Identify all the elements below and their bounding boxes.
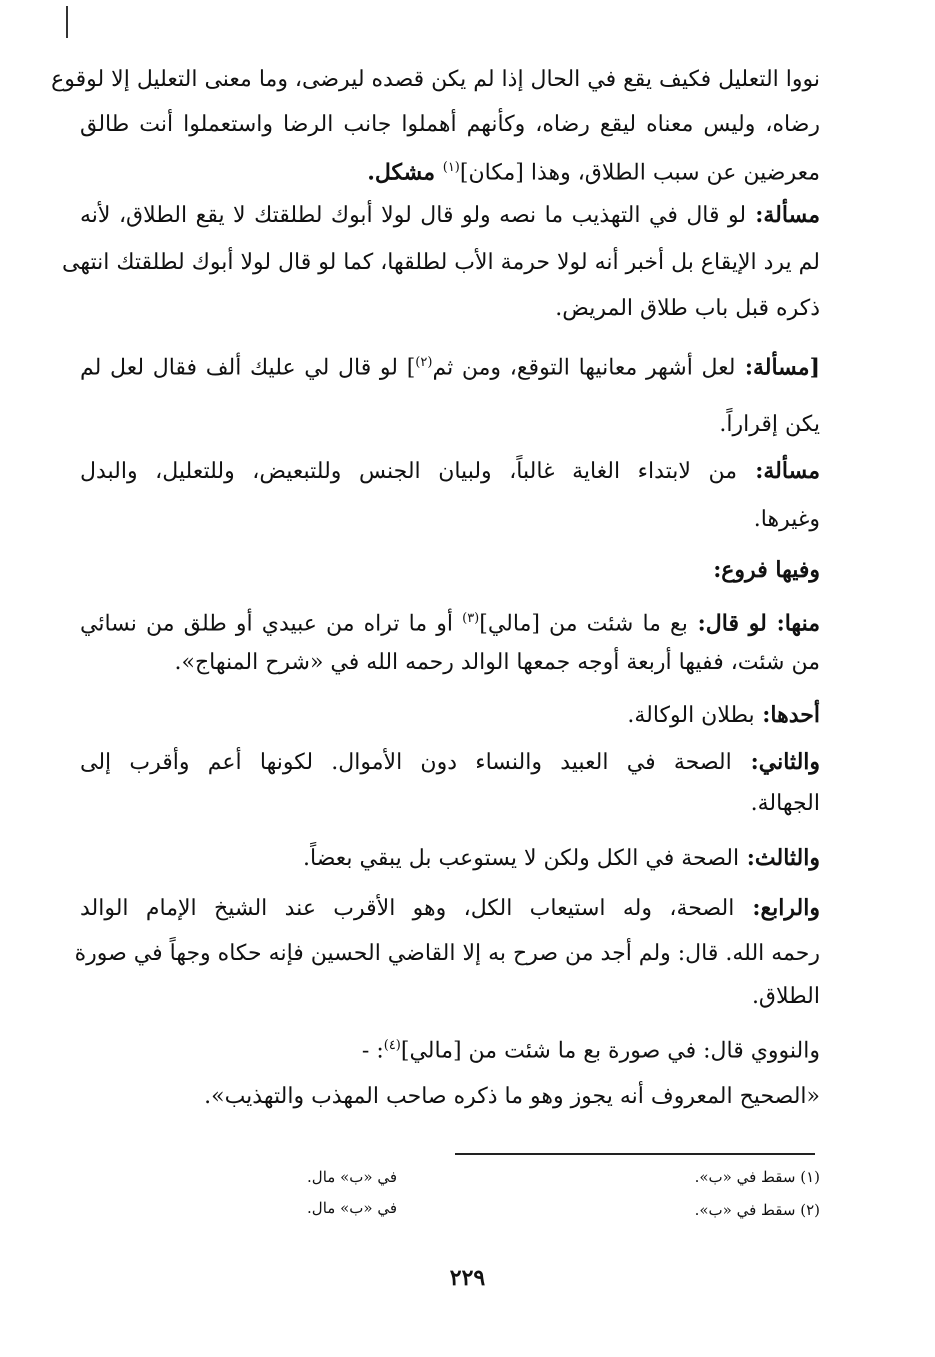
bold-run: والرابع: (734, 895, 820, 921)
text-line (80, 700, 820, 731)
text-run: رضاه، وليس معناه ليقع رضاه، وكأنهم أهملوا جانب الرضا واستعملوا أنت طالق (80, 112, 820, 137)
text-line (80, 410, 820, 440)
text-run: الصحة في العبيد والنساء دون الأموال. لكونها أعم وأقرب إلى (80, 750, 732, 775)
text-line (80, 200, 820, 231)
bold-run: مسألة: (737, 458, 820, 484)
text-line (80, 294, 820, 324)
text-run: بع ما شئت من [مالي] (479, 611, 688, 637)
text-run: : - (361, 1038, 384, 1064)
text-run: لو قال في التهذيب ما نصه ولو قال لولا أبوك لطلقتك لا يقع الطلاق، لأنه (80, 203, 747, 228)
text-run: الصحة، وله استيعاب الكل، وهو الأقرب عند الشيخ الإمام الوالد (80, 896, 735, 921)
footnote-ref: (١) (442, 160, 460, 175)
footnote-ref: (٤) (383, 1038, 401, 1053)
text-run: الصحة في الكل ولكن لا يستوعب بل يبقي بعضاً. (303, 846, 740, 871)
text-run: معرضين عن سبب الطلاق، وهذا [مكان] (459, 160, 820, 186)
text-run: والنووي قال: في صورة بع ما شئت من [مالي] (400, 1038, 820, 1064)
text-line (80, 505, 820, 535)
text-run: من شئت، ففيها أربعة أوجه جمعها الوالد رحمه الله في «شرح المنهاج». (174, 650, 820, 675)
footnote-separator (455, 1153, 815, 1155)
text-run: «الصحيح المعروف أنه يجوز وهو ما ذكره صاحب المهذب والتهذيب». (204, 1084, 820, 1109)
text-line (80, 604, 820, 639)
text-line (80, 1082, 820, 1112)
text-line (80, 110, 820, 140)
text-line (80, 843, 820, 874)
footnote-2: (٢) سقط في «ب». (694, 1201, 820, 1219)
bold-run: مشكل. (367, 159, 443, 186)
text-run: لعل أشهر معانيها التوقع، ومن ثم (432, 355, 736, 381)
text-line (80, 789, 820, 819)
text-line (80, 1031, 820, 1066)
text-line (51, 65, 820, 95)
bold-run: [مسألة: (735, 354, 820, 381)
text-run: الطلاق. (751, 984, 820, 1009)
footnote-ref: (٣) (462, 611, 480, 626)
text-line (80, 648, 820, 678)
text-run: من لابتداء الغاية غالباً، ولبيان الجنس وللتبعيض، وللتعليل، والبدل (80, 459, 738, 484)
footnote-ref: (٢) (415, 355, 433, 370)
top-margin-rule (66, 6, 68, 38)
text-run: ] لو قال لي عليك ألف فقال لعل لم (80, 355, 416, 381)
text-line (80, 555, 820, 586)
page-number: ٢٢٩ (449, 1265, 486, 1291)
footnote-3: في «ب» مال. (307, 1168, 397, 1186)
text-run: ذكره قبل باب طلاق المريض. (555, 296, 820, 321)
text-line (74, 939, 820, 969)
text-line (80, 153, 820, 188)
text-line (80, 348, 820, 383)
text-run: رحمه الله. قال: ولم أجد من صرح به إلا القاضي الحسين فإنه حكاه وجهاً في صورة (74, 941, 820, 966)
bold-run: والثاني: (731, 749, 821, 775)
text-line (80, 982, 820, 1012)
bold-run: منها: لو قال: (687, 610, 820, 637)
text-run: أو ما تراه من عبيدي أو طلق من نسائي (80, 611, 463, 637)
text-line (80, 747, 820, 778)
footnote-4: في «ب» مال. (307, 1199, 397, 1217)
footnote-1: (١) سقط في «ب». (694, 1168, 820, 1186)
bold-run: وفيها فروع: (713, 557, 820, 583)
text-run: نووا التعليل فكيف يقع في الحال إذا لم يكن قصده ليرضى، وما معنى التعليل إلا لوقوع (51, 67, 820, 92)
text-run: الجهالة. (750, 791, 820, 816)
text-run: لم يرد الإيقاع بل أخبر أنه لولا حرمة الأب لطلقها، كما لو قال لولا أبوك لطلقتك انتهى (62, 250, 820, 275)
text-run: بطلان الوكالة. (627, 703, 755, 728)
bold-run: مسألة: (746, 202, 820, 228)
text-line (80, 893, 820, 924)
bold-run: أحدها: (754, 702, 820, 728)
text-run: وغيرها. (753, 507, 820, 532)
text-line (80, 456, 820, 487)
bold-run: والثالث: (739, 845, 820, 871)
text-line (62, 248, 820, 278)
text-run: يكن إقراراً. (719, 412, 820, 437)
